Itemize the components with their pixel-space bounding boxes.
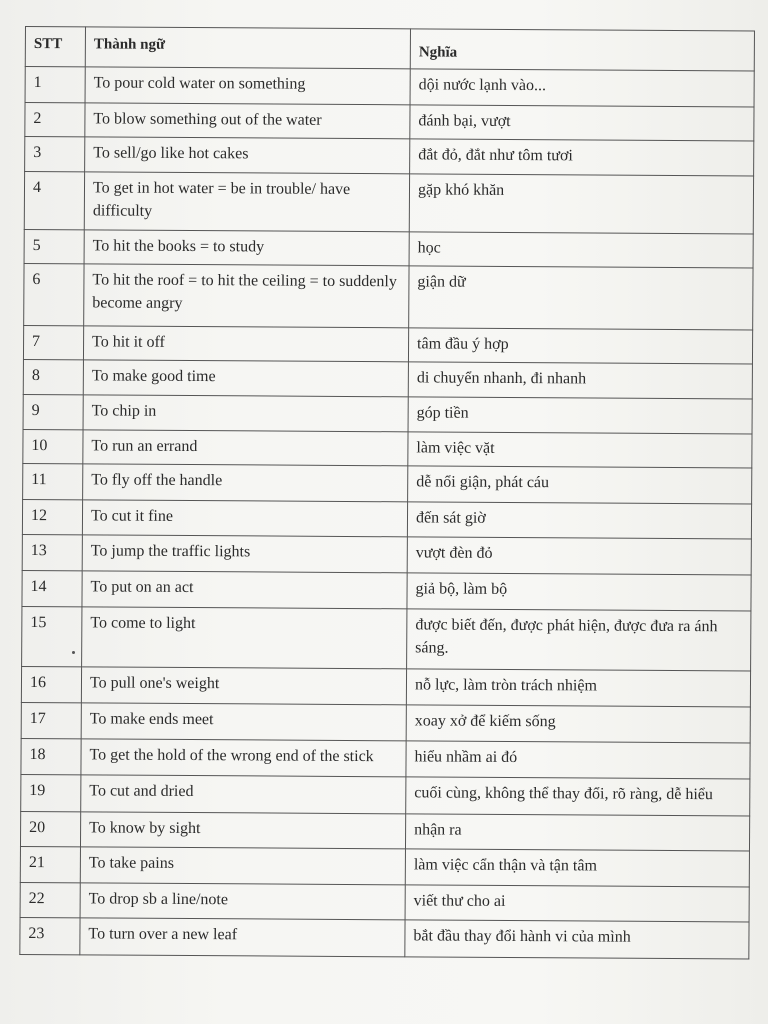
- row-number: 11: [23, 463, 83, 499]
- row-number: 4: [24, 172, 84, 230]
- meaning-text: cuối cùng, không thể thay đổi, rõ ràng, dễ hiểu: [406, 777, 750, 816]
- row-number: 3: [25, 137, 85, 172]
- meaning-text: dễ nổi giận, phát cáu: [408, 466, 752, 504]
- meaning-text: tâm đầu ý hợp: [408, 328, 752, 364]
- table-row: [23, 359, 752, 398]
- meaning-text: bắt đầu thay đổi hành vi của mình: [405, 920, 749, 959]
- idiom-text: To jump the traffic lights: [82, 535, 407, 573]
- row-number: 16: [21, 666, 81, 702]
- idiom-text: To get in hot water = be in trouble/ have difficulty: [84, 172, 409, 232]
- meaning-text: xoay xở để kiếm sống: [406, 705, 750, 743]
- header-meaning: Nghĩa: [410, 29, 754, 71]
- table-row: [20, 846, 749, 886]
- row-number: 21: [20, 846, 80, 882]
- row-number: 23: [20, 917, 80, 954]
- meaning-text: hiểu nhầm ai đó: [406, 741, 750, 779]
- row-number: 17: [21, 702, 81, 738]
- idiom-text: To know by sight: [80, 812, 405, 849]
- table-row: [21, 738, 750, 778]
- table-row: [20, 882, 749, 921]
- table-row: [23, 463, 752, 503]
- table-row: [21, 666, 750, 706]
- meaning-text: giận dữ: [409, 266, 753, 330]
- idiom-text: To turn over a new leaf: [80, 918, 405, 957]
- meaning-text: đến sát giờ: [407, 502, 751, 539]
- table-row: [22, 570, 751, 610]
- idiom-text: To make good time: [83, 360, 408, 397]
- row-number: 12: [22, 499, 82, 534]
- table-header-row: [25, 27, 754, 71]
- idiom-text: To sell/go like hot cakes: [85, 137, 410, 174]
- idiom-text: To fly off the handle: [83, 464, 408, 502]
- row-number: 1: [25, 67, 85, 103]
- table-row: [21, 702, 750, 742]
- meaning-text: học: [409, 232, 753, 268]
- table-row: [23, 429, 752, 467]
- row-number: 5: [24, 229, 84, 263]
- meaning-text: viết thư cho ai: [405, 885, 749, 922]
- row-number: 18: [21, 738, 81, 774]
- row-number: 14: [22, 570, 82, 606]
- row-number: 6: [24, 263, 84, 325]
- table-row: [20, 811, 749, 850]
- meaning-text: nỗ lực, làm tròn trách nhiệm: [406, 669, 750, 707]
- idiom-text: To blow something out of the water: [85, 103, 410, 139]
- idiom-text: To hit it off: [83, 326, 408, 362]
- table-row: [25, 137, 754, 176]
- meaning-text: được biết đến, được phát hiện, được đưa ra ánh sáng.: [407, 609, 751, 671]
- idiom-text: To cut and dried: [81, 775, 406, 814]
- header-stt: STT: [25, 27, 85, 67]
- row-number: 2: [25, 103, 85, 137]
- idiom-text: To run an errand: [83, 430, 408, 466]
- table-row: [22, 499, 751, 538]
- table-row: [23, 325, 752, 363]
- table-row: [21, 774, 750, 815]
- row-number: 19: [21, 774, 81, 811]
- meaning-text: di chuyển nhanh, đi nhanh: [408, 362, 752, 399]
- idiom-text: To cut it fine: [82, 500, 407, 537]
- table-row: [22, 534, 751, 574]
- meaning-text: dội nước lạnh vào...: [410, 69, 754, 107]
- table-row: [25, 103, 754, 141]
- meaning-text: làm việc cẩn thận và tận tâm: [405, 849, 749, 887]
- table-row: [25, 67, 754, 107]
- meaning-text: đánh bại, vượt: [410, 105, 754, 141]
- idiom-text: To put on an act: [82, 571, 407, 609]
- header-idiom: Thành ngữ: [85, 27, 410, 69]
- idiom-text: To hit the books = to study: [84, 230, 409, 266]
- meaning-text: vượt đèn đỏ: [407, 537, 751, 575]
- row-number: 15: [22, 606, 82, 666]
- table-body: [20, 67, 754, 959]
- meaning-text: đắt đỏ, đắt như tôm tươi: [410, 139, 754, 176]
- meaning-text: giả bộ, làm bộ: [407, 573, 751, 611]
- table-row: [24, 172, 753, 234]
- row-number: 8: [23, 359, 83, 394]
- idiom-text: To take pains: [80, 847, 405, 885]
- meaning-text: làm việc vặt: [408, 432, 752, 468]
- table-row: [24, 229, 753, 267]
- idiom-text: To get the hold of the wrong end of the stick: [81, 739, 406, 777]
- idiom-text: To drop sb a line/note: [80, 883, 405, 920]
- idiom-text: To chip in: [83, 395, 408, 432]
- row-number: 9: [23, 394, 83, 429]
- idiom-text: To pull one's weight: [81, 667, 406, 705]
- row-number: 7: [23, 325, 83, 359]
- scan-speck: [72, 651, 75, 654]
- idiom-text: To pour cold water on something: [85, 67, 410, 105]
- idiom-table: [19, 26, 755, 959]
- table-row: [23, 394, 752, 433]
- meaning-text: góp tiền: [408, 397, 752, 434]
- table-row: [20, 917, 749, 958]
- idiom-text: To come to light: [82, 607, 407, 669]
- row-number: 20: [20, 811, 80, 846]
- row-number: 22: [20, 882, 80, 917]
- meaning-text: gặp khó khăn: [409, 174, 753, 234]
- table-row: [22, 606, 751, 670]
- idiom-text: To hit the roof = to hit the ceiling = to suddenly become angry: [84, 264, 409, 328]
- row-number: 10: [23, 429, 83, 463]
- meaning-text: nhận ra: [405, 814, 749, 851]
- table-row: [24, 263, 753, 329]
- idiom-text: To make ends meet: [81, 703, 406, 741]
- row-number: 13: [22, 534, 82, 570]
